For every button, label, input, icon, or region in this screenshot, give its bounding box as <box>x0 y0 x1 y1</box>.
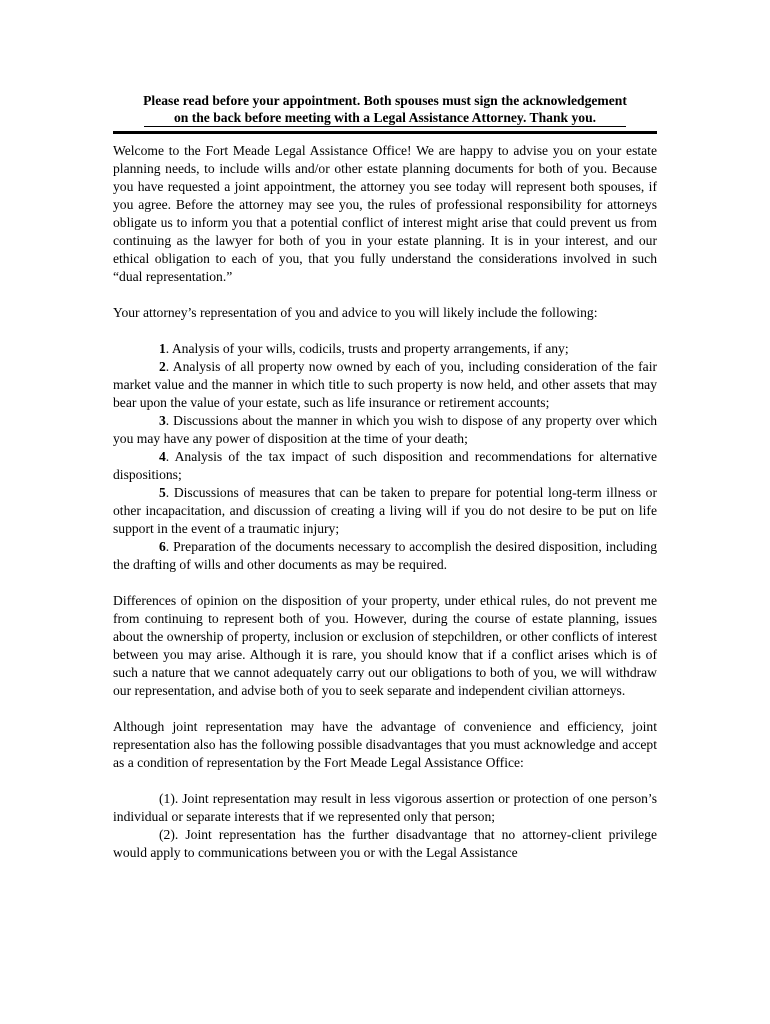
list-item: 3. Discussions about the manner in which you wish to dispose of any property over which you may have any power of disposition at the time of your death; <box>113 413 657 446</box>
header-divider <box>113 131 657 134</box>
notice-header <box>113 92 657 127</box>
joint-representation-paragraph: Although joint representation may have the advantage of convenience and efficiency, joint representation also has the following possible disadvantages that you must acknowledge and accept as a condition of representation by the Fort Meade Legal Assistance Office: <box>113 719 657 770</box>
intro-paragraph: Welcome to the Fort Meade Legal Assistance Office! We are happy to advise you on your estate planning needs, to include wills and/or other estate planning documents for both of you. Because you have requested a joint appointment, the attorney you see today will represent both spouses, if you agree. Before the attorney may see you, the rules of professional responsibility for attorneys obligate us to inform you that a potential conflict of interest might arise that could prevent us from continuing as the lawyer for both of you in your estate planning. It is in your interest, and our ethical obligation to each of you, that you fully understand the considerations involved in such “dual representation.” <box>113 143 657 284</box>
differences-paragraph: Differences of opinion on the disposition of your property, under ethical rules, do not prevent me from continuing to represent both of you. However, during the course of estate planning, issues about the ownership of property, inclusion or exclusion of stepchildren, or other conflicts of interest between you may arise. Although it is rare, you should know that if a conflict arises which is of such a nature that we cannot adequately carry out our obligations to both of you, we will withdraw our representation, and advise both of you to seek separate and independent civilian attorneys. <box>113 593 657 698</box>
representation-list <box>113 340 657 574</box>
list-item: 6. Preparation of the documents necessary to accomplish the desired disposition, including the drafting of wills and other documents as may be required. <box>113 539 657 572</box>
list-item: 5. Discussions of measures that can be taken to prepare for potential long-term illness or other incapacitation, and discussion of creating a living will if you do not desire to be put on life support in the event of a traumatic injury; <box>113 485 657 536</box>
list-item: 1. Analysis of your wills, codicils, trusts and property arrangements, if any; <box>159 341 569 356</box>
list-item: 2. Analysis of all property now owned by each of you, including consideration of the fair market value and the manner in which title to such property is now held, and other assets that may bear upon the value of your estate, such as life insurance or retirement accounts; <box>113 359 657 410</box>
disadvantages-list <box>113 790 657 862</box>
notice-header-line-2: on the back before meeting with a Legal Assistance Attorney. Thank you. <box>144 109 626 127</box>
notice-header-line-1: Please read before your appointment. Both spouses must sign the acknowledgement <box>143 93 627 108</box>
document-page <box>113 92 657 862</box>
list-intro: Your attorney’s representation of you and advice to you will likely include the following: <box>113 305 598 320</box>
list-item: 4. Analysis of the tax impact of such disposition and recommendations for alternative dispositions; <box>113 449 657 482</box>
list-item: (2). Joint representation has the further disadvantage that no attorney-client privilege would apply to communications between you or with the Legal Assistance <box>113 827 657 860</box>
list-item: (1). Joint representation may result in less vigorous assertion or protection of one person’s individual or separate interests that if we represented only that person; <box>113 791 657 824</box>
